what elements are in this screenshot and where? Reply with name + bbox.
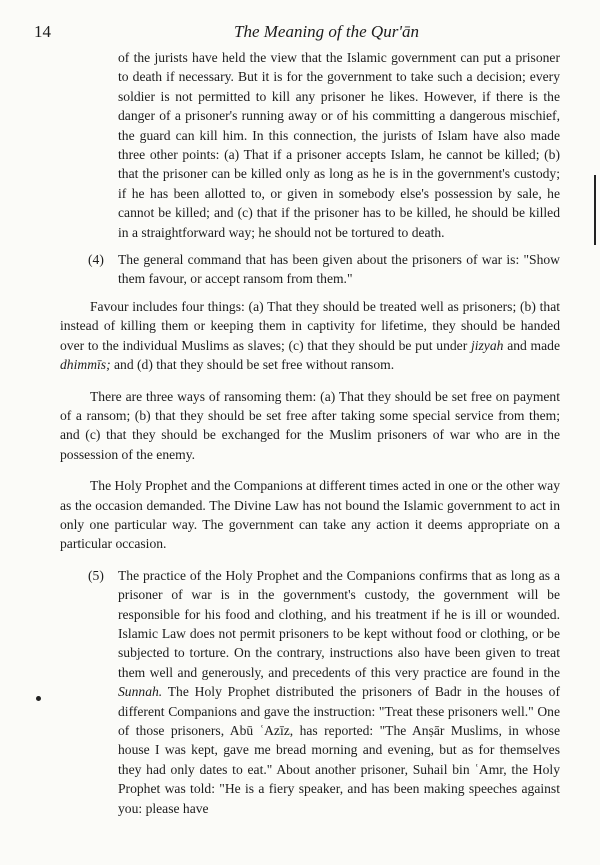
list-marker-4: (4) (88, 252, 104, 268)
paragraph-favour (60, 297, 560, 375)
list-marker-5: (5) (88, 567, 104, 583)
running-title: The Meaning of the Qur'ān (234, 22, 419, 41)
paragraph-holy-prophet: The Holy Prophet and the Companions at different times acted in one or the other way as the occasion demanded. The Divine Law has not bound the Islamic government to act in only one particular way. The government can take any action it deems appropriate on a particular occasion. (60, 478, 560, 552)
list-item-5-text-1: The practice of the Holy Prophet and the Companions confirms that as long as a prisoner of war is in the government's custody, the government will be responsible for his food and clothing, and his treatment if he is ill or wounded. Islamic Law does not permit prisoners to be kept without food or clothing, or be subjected to torture. On the contrary, instructions also have been given to treat them well and generously, and precedents of this very practice are found in the (118, 567, 560, 680)
list-item-5 (60, 566, 560, 818)
paragraph-item-3-continued: of the jurists have held the view that the Islamic government can put a prisoner to death if necessary. But it is for the government to take such a decision; every soldier is not permitted to kill any prisoner he likes. However, if there is the danger of a prisoner's running away or of his committing a dangerous mischief, the guard can kill him. In this connection, the jurists of Islam have also made three other points: (a) That if a prisoner accepts Islam, he cannot be killed; (b) that the prisoner can be killed only as long as he is in the government's custody; if he has been allotted to, or given in somebody else's possession by sale, he cannot be killed; and (c) that if the prisoner has to be killed, he should be killed in a straightforward way; he should not be tortured to death. (118, 50, 560, 240)
scan-edge-mark (594, 175, 596, 245)
paragraph-favour-text-1: Favour includes four things: (a) That they should be treated well as prisoners; (b) that instead of killing them or keeping them in captivity for lifetime, they should be handed over to the individual Muslims as slaves; (c) that they should be put under (60, 298, 560, 353)
list-item-4 (60, 250, 560, 289)
body-text (60, 48, 560, 818)
term-sunnah: Sunnah. (118, 684, 163, 700)
page-header (34, 22, 566, 44)
list-item-5-text-2: The Holy Prophet distributed the prisoners of Badr in the houses of different Companions and gave the instruction: "Treat these prisoners well." One of those prisoners, Abū ʿAzīz, has reported: "The Anṣār Muslims, in whose house I was kept, gave me bread morning and evening, but as for themselves they had only dates to eat." About another prisoner, Suhail bin ʿAmr, the Holy Prophet was told: "He is a fiery speaker, and has been making speeches against you: please have (118, 684, 560, 816)
term-dhimmis: dhimmīs; (60, 357, 111, 373)
term-jizyah: jizyah (470, 337, 504, 353)
margin-mark (36, 696, 41, 701)
list-item-4-text: The general command that has been given about the prisoners of war is: "Show them favour, or accept ransom from them." (118, 252, 560, 287)
paragraph-ransom: There are three ways of ransoming them: (a) That they should be set free on payment of a ransom; (b) that they should be set free after taking some special service from them; and (c) that they should be exchanged for the Muslim prisoners of war who are in the possession of the enemy. (60, 388, 560, 462)
page-number: 14 (34, 22, 51, 41)
paragraph-favour-text-3: and (d) that they should be set free without ransom. (110, 357, 395, 373)
paragraph-favour-text-2: and made (503, 337, 560, 353)
